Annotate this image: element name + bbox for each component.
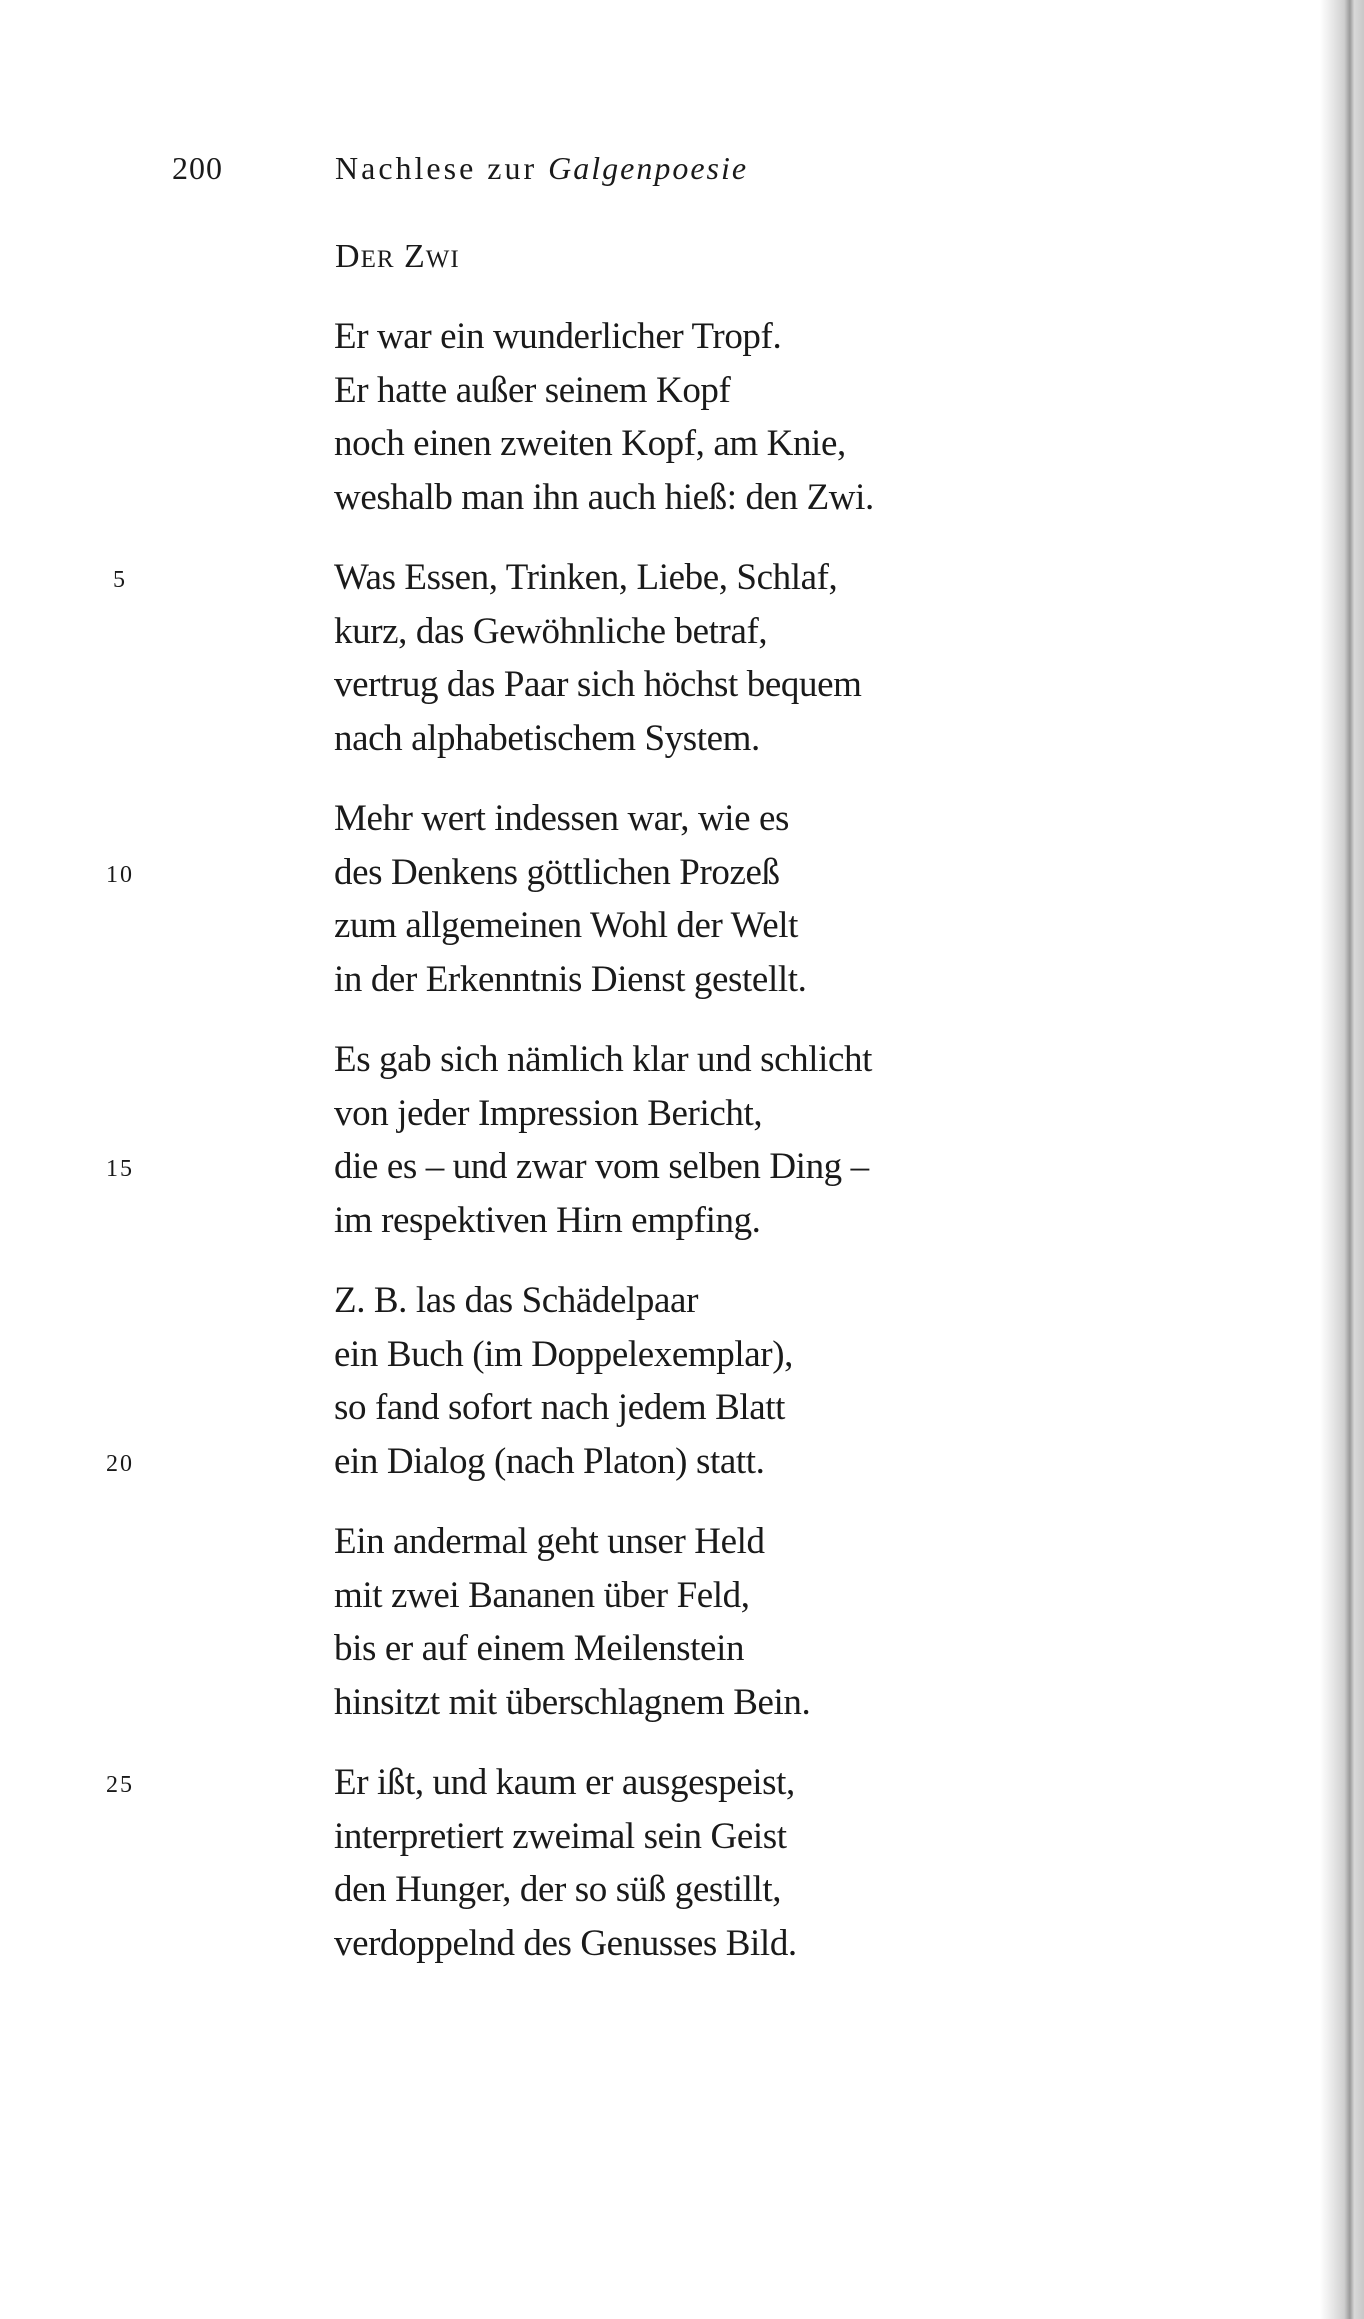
page-number: 200 — [172, 150, 223, 186]
title-smallcaps: ER — [360, 246, 395, 273]
poem-line: Er war ein wunderlicher Tropf. — [334, 316, 782, 357]
line-number: 25 — [106, 1772, 134, 1798]
poem-line: zum allgemeinen Wohl der Welt — [334, 905, 798, 946]
poem-line: bis er auf einem Meilenstein — [334, 1628, 745, 1669]
poem-line: in der Erkenntnis Dienst gestellt. — [334, 958, 807, 1000]
line-number: 20 — [106, 1450, 134, 1477]
poem-line: weshalb man ihn auch hieß: den Zwi. — [334, 476, 874, 518]
poem-line: Was Essen, Trinken, Liebe, Schlaf, — [334, 557, 838, 598]
poem-line: mit zwei Bananen über Feld, — [334, 1574, 750, 1616]
poem-line: des Denkens göttlichen Prozeß — [334, 851, 780, 893]
poem-line: Mehr wert indessen war, wie es — [334, 798, 790, 839]
poem-line: kurz, das Gewöhnliche betraf, — [334, 610, 768, 652]
line-number: 5 — [113, 567, 127, 593]
title-smallcaps: WI — [425, 246, 460, 273]
line-number: 15 — [106, 1156, 134, 1182]
poem-line: Ein andermal geht unser Held — [334, 1521, 765, 1562]
poem-line: Er hatte außer seinem Kopf — [334, 369, 731, 411]
poem-line: Er ißt, und kaum er ausgespeist, — [334, 1762, 795, 1803]
title-initial: Z — [404, 238, 426, 275]
title-initial: D — [335, 238, 361, 275]
running-title: Nachlese zur — [335, 150, 538, 186]
poem-line: ein Buch (im Doppelexemplar), — [334, 1333, 793, 1375]
page-edge-shadow — [1320, 0, 1364, 2319]
poem-line: hinsitzt mit überschlagnem Bein. — [334, 1681, 811, 1723]
poem-line: im respektiven Hirn empfing. — [334, 1199, 761, 1241]
poem-line: Z. B. las das Schädelpaar — [334, 1280, 698, 1321]
poem-line: ein Dialog (nach Platon) statt. — [334, 1440, 765, 1482]
poem-line: vertrug das Paar sich höchst bequem — [334, 664, 862, 705]
poem-line: nach alphabetischem System. — [334, 717, 760, 759]
poem-line: Es gab sich nämlich klar und schlicht — [334, 1039, 873, 1080]
poem-line: von jeder Impression Bericht, — [334, 1092, 763, 1134]
poem-line: interpretiert zweimal sein Geist — [334, 1815, 787, 1857]
running-title-italic: Galgenpoesie — [548, 150, 749, 186]
poem-line: verdoppelnd des Genusses Bild. — [334, 1922, 797, 1964]
line-number: 10 — [106, 861, 134, 888]
poem-line: die es – und zwar vom selben Ding – — [334, 1146, 869, 1187]
poem-line: so fand sofort nach jedem Blatt — [334, 1387, 786, 1428]
poem-line: noch einen zweiten Kopf, am Knie, — [334, 423, 846, 464]
poem-line: den Hunger, der so süß gestillt, — [334, 1869, 782, 1910]
poem-title — [335, 238, 460, 276]
running-head — [335, 150, 748, 187]
